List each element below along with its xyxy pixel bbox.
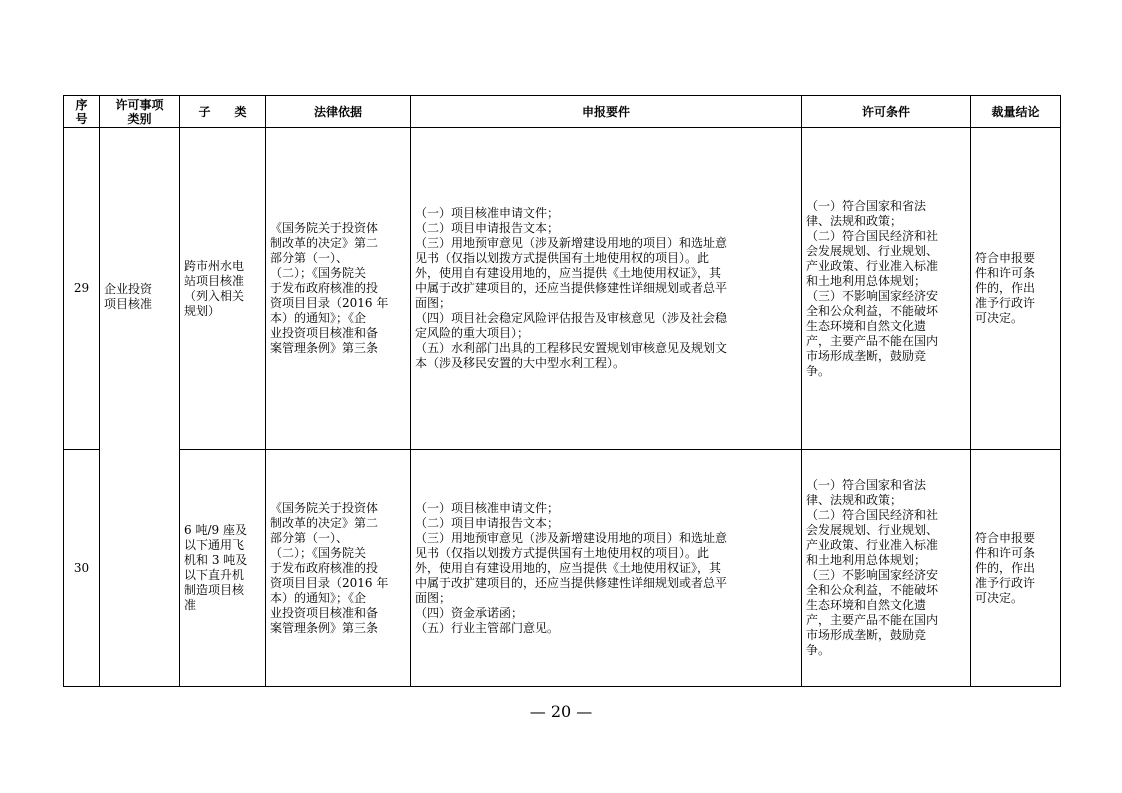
- row-number: 30: [64, 450, 100, 687]
- requirements-cell: （一）项目核准申请文件； （二）项目申请报告文本； （三）用地预审意见（涉及新增建设用地的项目）和选址意 见书（仅指以划拨方式提供国有土地使用权的项目）。此 外，使用自有建设用地的，应当提供《土地使用权证》，其 中属于改扩建项目的，还应当提供修建性详细规划或者总平 面图； （四）资金承诺函； （五）行业主管部门意见。: [411, 450, 802, 687]
- header-conditions: 许可条件: [802, 96, 971, 128]
- subclass-cell: 6 吨/9 座及 以下通用飞 机和 3 吨及 以下直升机 制造项目核 准: [180, 450, 266, 687]
- table-row: [64, 450, 1061, 687]
- conditions-cell: （一）符合国家和省法 律、法规和政策； （二）符合国民经济和社 会发展规划、行业规划、 产业政策、行业准入标准 和土地利用总体规划； （三）不影响国家经济安 全和公众利益，不能破坏 生态环境和自然文化遗 产，主要产品不能在国内 市场形成垄断，鼓励竞 争。: [802, 128, 971, 450]
- table-row: [64, 128, 1061, 450]
- table-header-row: [64, 96, 1061, 128]
- legal-basis-cell: 《国务院关于投资体 制改革的决定》第二 部分第（一）、 （二）；《国务院关 于发布政府核准的投 资项目目录（2016 年 本）的通知》；《企 业投资项目核准和备 案管理条例》第三条: [266, 450, 411, 687]
- conclusion-cell: 符合申报要 件和许可条 件的，作出 准予行政许 可决定。: [971, 450, 1061, 687]
- header-category: 许可事项类别: [100, 96, 180, 128]
- conditions-cell: （一）符合国家和省法 律、法规和政策； （二）符合国民经济和社 会发展规划、行业规划、 产业政策、行业准入标准 和土地利用总体规划； （三）不影响国家经济安 全和公众利益，不能破坏 生态环境和自然文化遗 产，主要产品不能在国内 市场形成垄断，鼓励竞 争。: [802, 450, 971, 687]
- subclass-cell: 跨市州水电 站项目核准 （列入相关 规划）: [180, 128, 266, 450]
- header-conclusion: 裁量结论: [971, 96, 1061, 128]
- requirements-cell: （一）项目核准申请文件； （二）项目申请报告文本； （三）用地预审意见（涉及新增建设用地的项目）和选址意 见书（仅指以划拨方式提供国有土地使用权的项目）。此 外，使用自有建设用地的，应当提供《土地使用权证》，其 中属于改扩建项目的，还应当提供修建性详细规划或者总平 面图； （四）项目社会稳定风险评估报告及审核意见（涉及社会稳 定风险的重大项目）； （五）水利部门出具的工程移民安置规划审核意见及规划文 本（涉及移民安置的大中型水利工程）。: [411, 128, 802, 450]
- header-seq: 序号: [64, 96, 100, 128]
- row-number: 29: [64, 128, 100, 450]
- legal-basis-cell: 《国务院关于投资体 制改革的决定》第二 部分第（一）、 （二）；《国务院关 于发布政府核准的投 资项目目录（2016 年 本）的通知》；《企 业投资项目核准和备 案管理条例》第三条: [266, 128, 411, 450]
- conclusion-cell: 符合申报要 件和许可条 件的，作出 准予行政许 可决定。: [971, 128, 1061, 450]
- category-cell: [100, 128, 180, 687]
- header-subclass: 子 类: [180, 96, 266, 128]
- category-line: 项目核准: [104, 297, 153, 311]
- header-legal-basis: 法律依据: [266, 96, 411, 128]
- category-line: 企业投资: [104, 282, 153, 296]
- permit-table: [63, 95, 1061, 687]
- page-number: — 20 —: [529, 702, 593, 721]
- header-requirements: 申报要件: [411, 96, 802, 128]
